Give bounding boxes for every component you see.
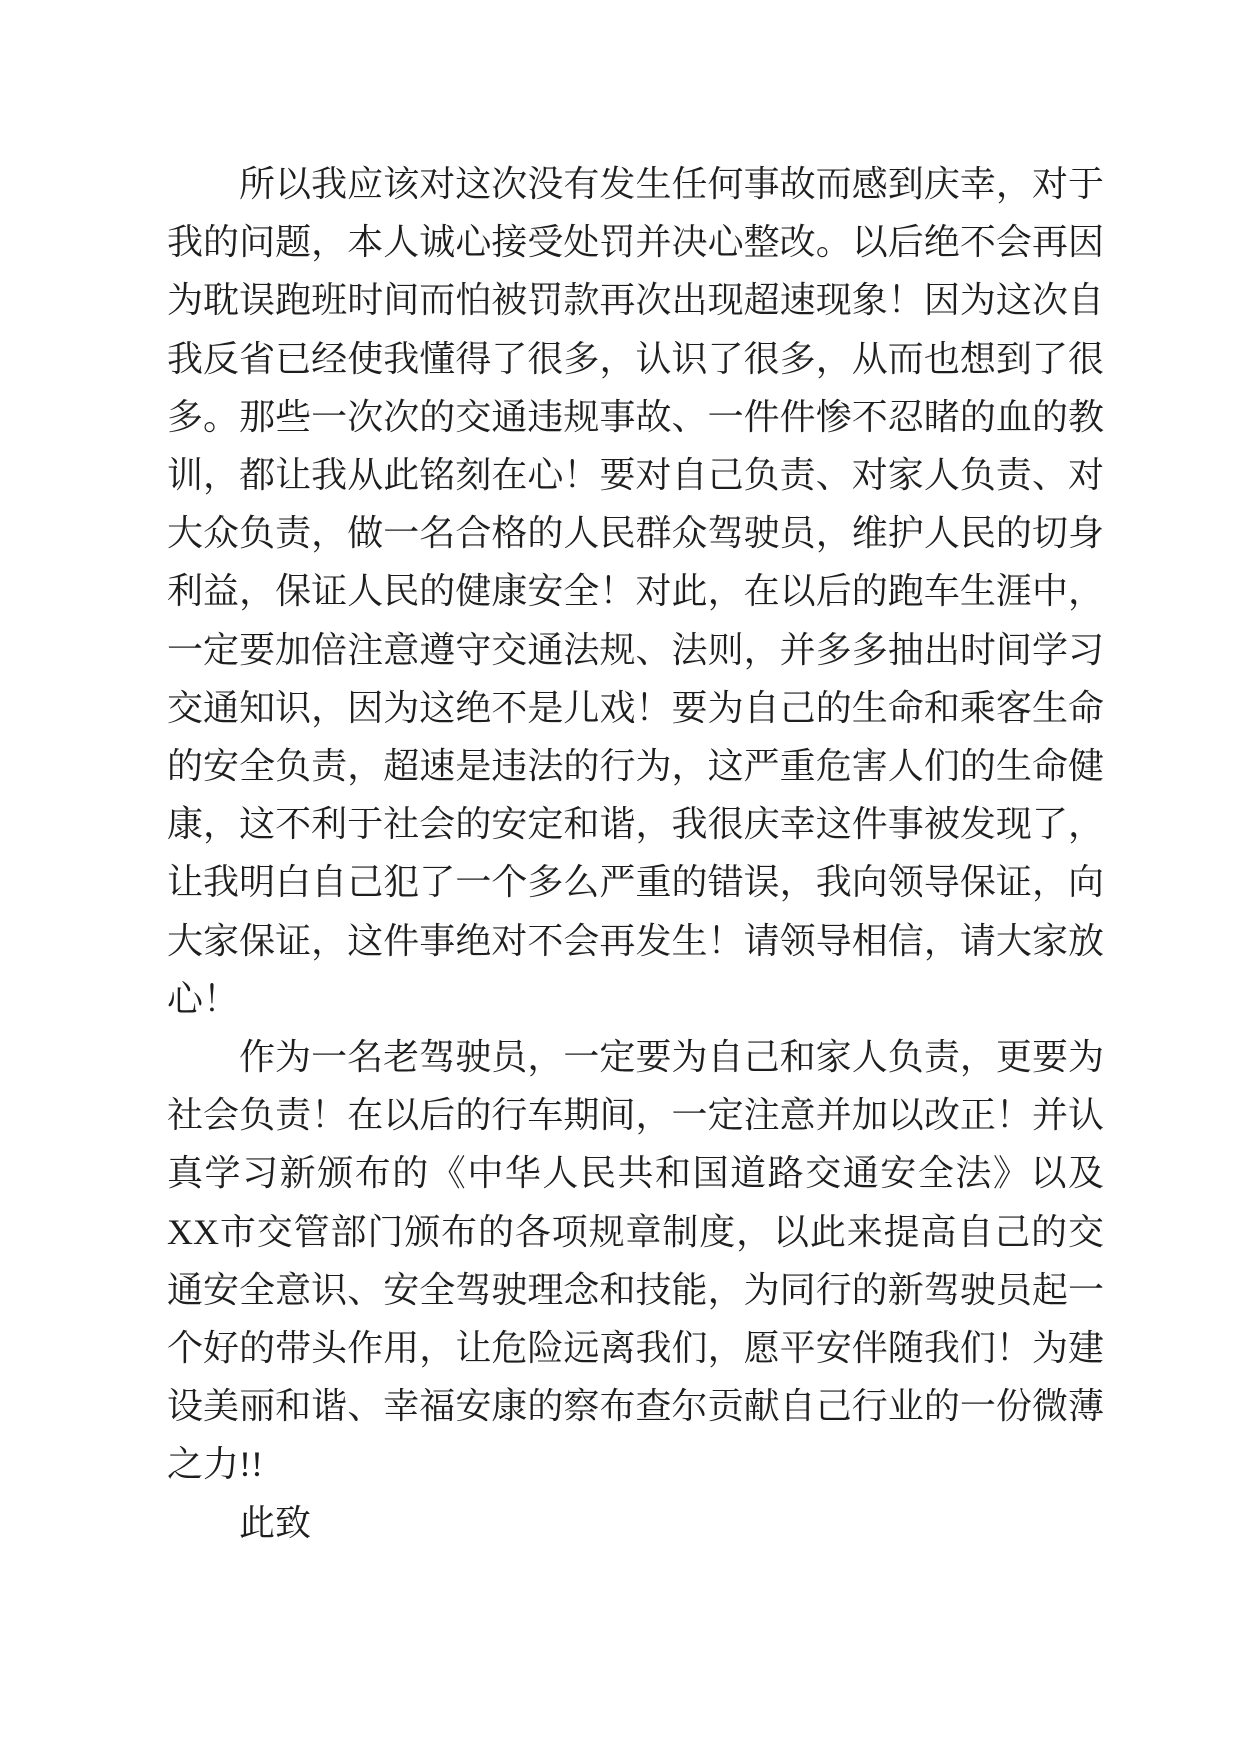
paragraph-apology: 所以我应该对这次没有发生任何事故而感到庆幸，对于我的问题，本人诚心接受处罚并决心整改。以后绝不会再因为耽误跑班时间而怕被罚款再次出现超速现象！因为这次自我反省已经使我懂得了很多，认识了很多，从而也想到了很多。那些一次次的交通违规事故、一件件惨不忍睹的血的教训，都让我从此铭刻在心！要对自己负责、对家人负责、对大众负责，做一名合格的人民群众驾驶员，维护人民的切身利益，保证人民的健康安全！对此，在以后的跑车生涯中，一定要加倍注意遵守交通法规、法则，并多多抽出时间学习交通知识，因为这绝不是儿戏！要为自己的生命和乘客生命的安全负责，超速是违法的行为，这严重危害人们的生命健康，这不利于社会的安定和谐，我很庆幸这件事被发现了，让我明白自己犯了一个多么严重的错误，我向领导保证，向大家保证，这件事绝对不会再发生！请领导相信，请大家放心！ [167, 164, 1104, 1019]
document-body [167, 155, 1104, 1552]
paragraph-commitment: 作为一名老驾驶员，一定要为自己和家人负责，更要为社会负责！在以后的行车期间，一定注意并加以改正！并认真学习新颁布的《中华人民共和国道路交通安全法》以及XX市交管部门颁布的各项规章制度，以此来提高自己的交通安全意识、安全驾驶理念和技能，为同行的新驾驶员起一个好的带头作用，让危险远离我们，愿平安伴随我们！为建设美丽和谐、幸福安康的察布查尔贡献自己行业的一份微薄之力!! [167, 1037, 1104, 1485]
paragraph-closing-salute: 此致 [239, 1502, 312, 1543]
